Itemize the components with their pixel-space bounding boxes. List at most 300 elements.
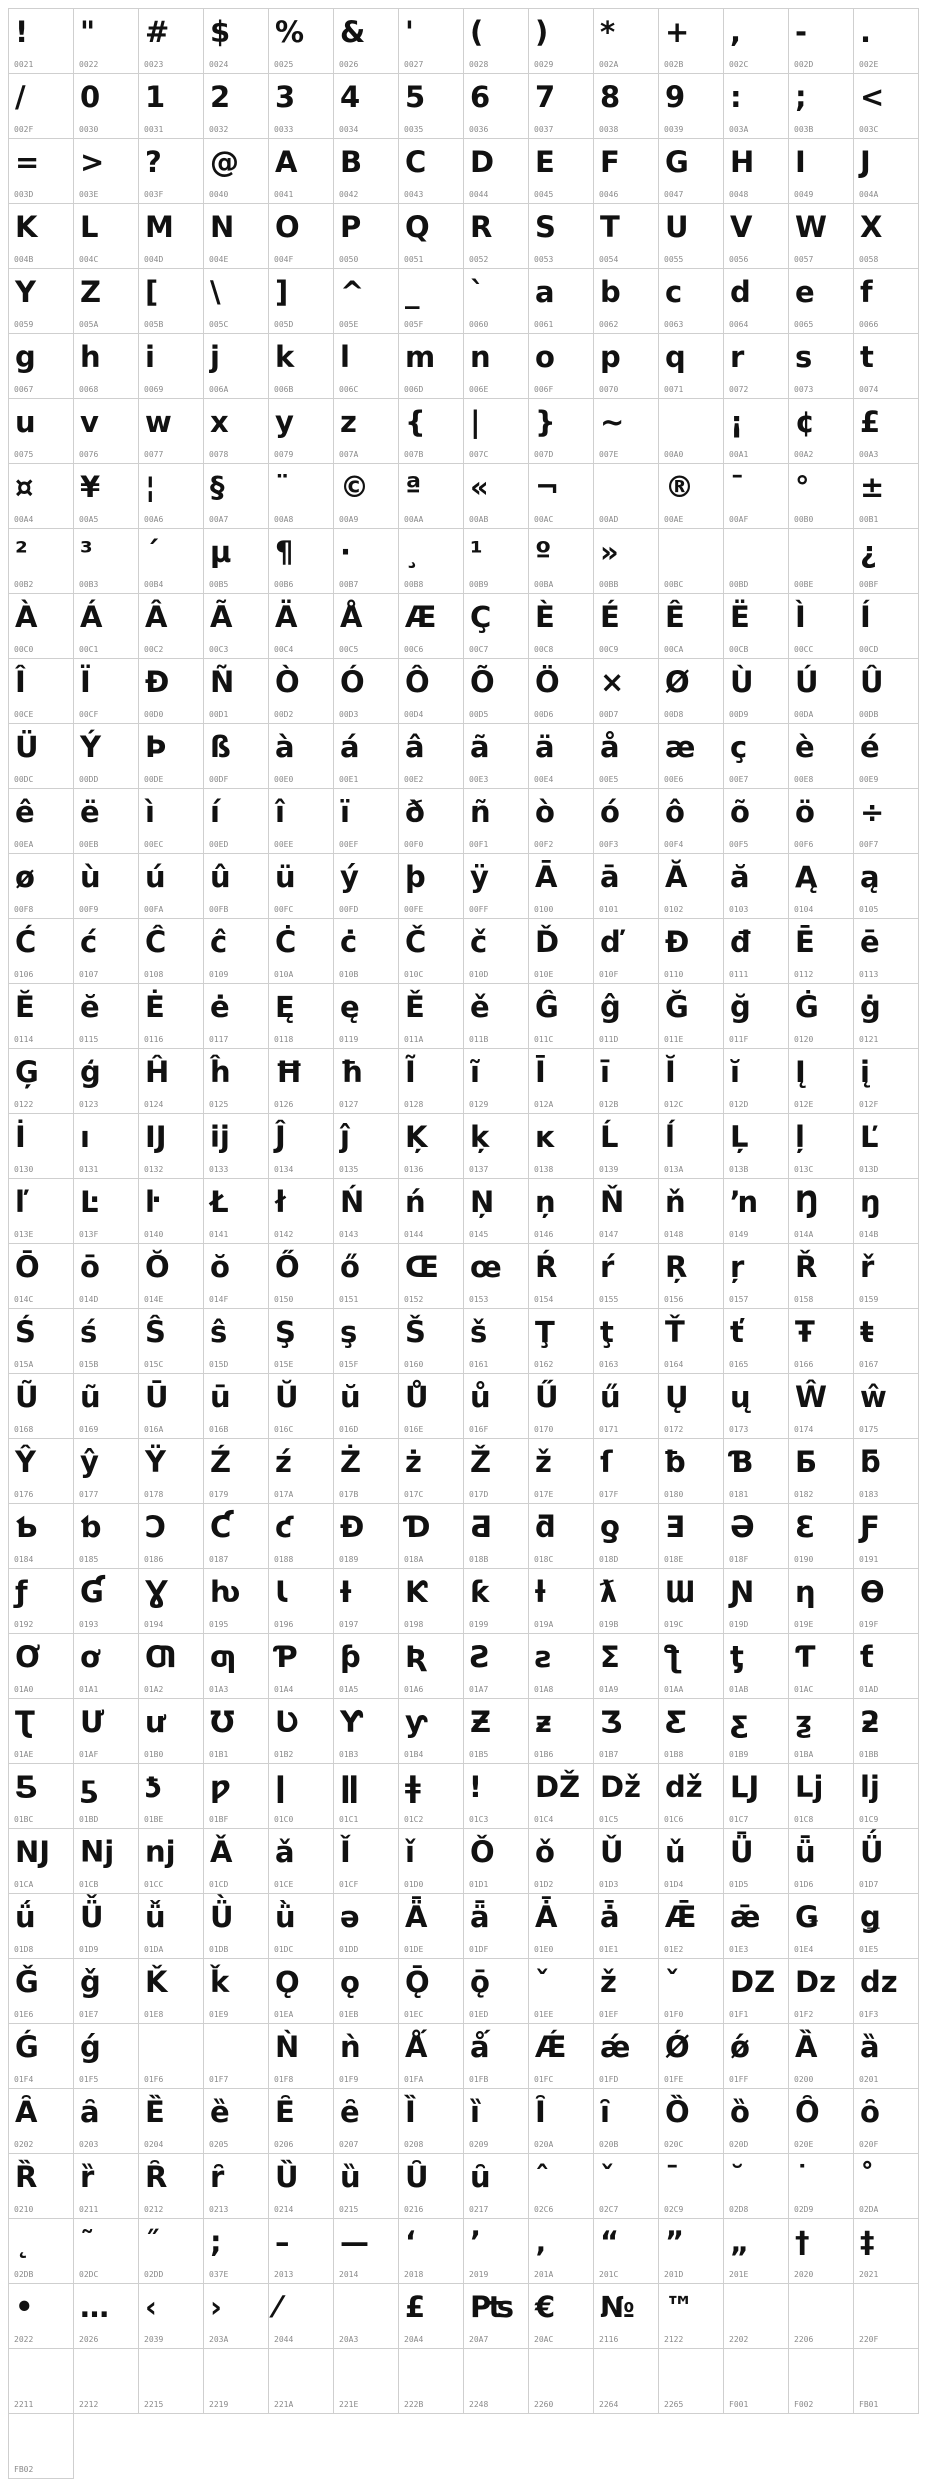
glyph-code: 01A6 (404, 1685, 424, 1694)
glyph-code: 0213 (209, 2205, 229, 2214)
glyph-code: 00F0 (404, 840, 424, 849)
glyph-code: 0117 (209, 1035, 229, 1044)
glyph-char: ƺ (795, 1705, 812, 1739)
glyph-cell (594, 399, 659, 464)
glyph-char: Ą (795, 860, 818, 894)
glyph-code: 014B (859, 1230, 879, 1239)
glyph-char: V (730, 210, 753, 244)
glyph-code: 00BE (794, 580, 814, 589)
glyph-cell (789, 1569, 854, 1634)
glyph-char: ð (405, 795, 425, 829)
glyph-code: 00CF (79, 710, 99, 719)
glyph-code: 0022 (79, 60, 99, 69)
glyph-char: ą (860, 860, 880, 894)
glyph-char: Ť (665, 1315, 685, 1349)
glyph-char: 4 (340, 80, 361, 114)
glyph-char: ā (600, 860, 620, 894)
glyph-code: 02DA (859, 2205, 879, 2214)
glyph-cell (464, 2024, 529, 2089)
glyph-code: 0051 (404, 255, 424, 264)
glyph-char: Ó (340, 665, 365, 699)
glyph-cell (204, 1179, 269, 1244)
glyph-code: 220F (859, 2335, 879, 2344)
glyph-char: ǿ (730, 2030, 750, 2064)
glyph-cell (594, 204, 659, 269)
glyph-char: Ŷ (15, 1445, 36, 1479)
glyph-cell (204, 2154, 269, 2219)
glyph-cell (139, 789, 204, 854)
glyph-char: ¸ (405, 535, 420, 569)
glyph-code: 0104 (794, 905, 814, 914)
glyph-code: 0128 (404, 1100, 424, 1109)
glyph-char: ï (340, 795, 350, 829)
glyph-code: 02DB (14, 2270, 34, 2279)
glyph-cell (399, 1309, 464, 1374)
glyph-char: ^ (340, 275, 365, 309)
glyph-char: ø (15, 860, 35, 894)
glyph-cell (269, 2024, 334, 2089)
glyph-cell (594, 1829, 659, 1894)
glyph-cell (854, 1439, 919, 1504)
glyph-code: 00D0 (144, 710, 164, 719)
glyph-cell (399, 529, 464, 594)
glyph-cell (334, 2349, 399, 2414)
glyph-code: 0055 (664, 255, 684, 264)
glyph-code: 0204 (144, 2140, 164, 2149)
glyph-char: C (405, 145, 427, 179)
glyph-code: 2212 (79, 2400, 99, 2409)
glyph-char: ĸ (535, 1120, 555, 1154)
glyph-code: 00DC (14, 775, 34, 784)
glyph-char: ǈ (795, 1770, 824, 1804)
glyph-code: 0065 (794, 320, 814, 329)
glyph-cell (269, 1049, 334, 1114)
glyph-cell (789, 659, 854, 724)
glyph-cell (74, 2219, 139, 2284)
glyph-char: ş (340, 1315, 358, 1349)
glyph-char: 5 (405, 80, 426, 114)
glyph-code: 00A3 (859, 450, 879, 459)
glyph-cell (724, 1569, 789, 1634)
glyph-cell (529, 2284, 594, 2349)
glyph-code: 00EF (339, 840, 359, 849)
glyph-code: 01AE (14, 1750, 34, 1759)
glyph-code: 0041 (274, 190, 294, 199)
glyph-char: ª (405, 470, 422, 504)
glyph-char: ȃ (80, 2095, 100, 2129)
glyph-code: 0168 (14, 1425, 34, 1434)
glyph-cell (854, 1894, 919, 1959)
glyph-cell (594, 789, 659, 854)
glyph-char: ǋ (80, 1835, 115, 1869)
glyph-cell (399, 464, 464, 529)
glyph-char: ǆ (665, 1770, 703, 1804)
glyph-char: x (210, 405, 229, 439)
glyph-cell (594, 1959, 659, 2024)
glyph-cell (529, 2349, 594, 2414)
glyph-cell (74, 2349, 139, 2414)
glyph-char: Ċ (275, 925, 297, 959)
glyph-code: 0189 (339, 1555, 359, 1564)
glyph-char: ë (80, 795, 100, 829)
glyph-char: = (15, 145, 40, 179)
glyph-char: ; (795, 80, 807, 114)
glyph-cell (9, 1179, 74, 1244)
glyph-code: 00A7 (209, 515, 229, 524)
glyph-char: Ţ (535, 1315, 555, 1349)
glyph-char: Ũ (15, 1380, 39, 1414)
glyph-char: ľ (15, 1185, 29, 1219)
glyph-code: 0186 (144, 1555, 164, 1564)
glyph-char: ȁ (860, 2030, 880, 2064)
glyph-code: 01C4 (534, 1815, 554, 1824)
glyph-code: 011A (404, 1035, 424, 1044)
glyph-cell (529, 139, 594, 204)
glyph-cell (594, 1179, 659, 1244)
glyph-cell (854, 74, 919, 139)
glyph-cell (724, 1179, 789, 1244)
glyph-cell (464, 854, 529, 919)
glyph-char: P (340, 210, 362, 244)
glyph-char: g (15, 340, 36, 374)
glyph-cell (399, 2024, 464, 2089)
glyph-char: Ɣ (145, 1575, 168, 1609)
glyph-cell (74, 984, 139, 1049)
glyph-code: 00D2 (274, 710, 294, 719)
glyph-char: ĭ (730, 1055, 740, 1089)
glyph-code: 01DB (209, 1945, 229, 1954)
glyph-cell (9, 74, 74, 139)
glyph-code: 002F (14, 125, 34, 134)
glyph-cell (334, 1764, 399, 1829)
glyph-code: 01BF (209, 1815, 229, 1824)
glyph-cell (789, 1699, 854, 1764)
glyph-code: 00DF (209, 775, 229, 784)
glyph-code: 01B1 (209, 1750, 229, 1759)
glyph-char: š (470, 1315, 488, 1349)
glyph-code: 20A4 (404, 2335, 424, 2344)
glyph-char: ú (145, 860, 166, 894)
glyph-char: ŵ (860, 1380, 887, 1414)
glyph-char: Ƨ (470, 1640, 491, 1674)
glyph-code: 0069 (144, 385, 164, 394)
glyph-char: Ï (80, 665, 91, 699)
glyph-code: 00A9 (339, 515, 359, 524)
glyph-code: 0043 (404, 190, 424, 199)
glyph-char: Ǹ (275, 2030, 300, 2064)
glyph-cell (529, 9, 594, 74)
glyph-char: Ʋ (275, 1705, 299, 1739)
glyph-char: ŧ (860, 1315, 874, 1349)
glyph-cell (74, 2284, 139, 2349)
glyph-char: ƍ (600, 1510, 620, 1544)
glyph-char: Ɓ (730, 1445, 754, 1479)
glyph-char: ¬ (535, 470, 560, 504)
glyph-cell (529, 919, 594, 984)
glyph-code: 00D5 (469, 710, 489, 719)
glyph-code: 0145 (469, 1230, 489, 1239)
glyph-cell (659, 1894, 724, 1959)
glyph-code: 010D (469, 970, 489, 979)
glyph-cell (724, 594, 789, 659)
glyph-code: 01D8 (14, 1945, 34, 1954)
glyph-char: H (730, 145, 755, 179)
glyph-char: ǝ (340, 1900, 360, 1934)
glyph-cell (594, 2349, 659, 2414)
glyph-code: 007B (404, 450, 424, 459)
glyph-char: Ǐ (340, 1835, 351, 1869)
glyph-code: 2022 (14, 2335, 34, 2344)
glyph-code: 0136 (404, 1165, 424, 1174)
glyph-char: Ǵ (15, 2030, 39, 2064)
glyph-code: 0048 (729, 190, 749, 199)
glyph-code: 00BC (664, 580, 684, 589)
glyph-code: 00E8 (794, 775, 814, 784)
glyph-cell (724, 2349, 789, 2414)
glyph-cell (9, 984, 74, 1049)
glyph-char: ƾ (145, 1770, 162, 1804)
glyph-char: Ŭ (275, 1380, 299, 1414)
glyph-cell (74, 1504, 139, 1569)
glyph-char: ď (600, 925, 621, 959)
glyph-char: ȕ (340, 2160, 361, 2194)
glyph-char: / (15, 80, 26, 114)
glyph-cell (659, 854, 724, 919)
glyph-char: ǀ (275, 1770, 286, 1804)
glyph-code: 01DF (469, 1945, 489, 1954)
glyph-char: Ǿ (665, 2030, 690, 2064)
glyph-cell (529, 1244, 594, 1309)
glyph-char: è (795, 730, 815, 764)
glyph-cell (9, 1699, 74, 1764)
glyph-cell (464, 1894, 529, 1959)
glyph-char: U (665, 210, 689, 244)
glyph-cell (9, 1374, 74, 1439)
glyph-code: 01A5 (339, 1685, 359, 1694)
glyph-cell (854, 1374, 919, 1439)
glyph-cell (464, 1244, 529, 1309)
glyph-code: 0135 (339, 1165, 359, 1174)
glyph-char: ƣ (210, 1640, 237, 1674)
glyph-cell (659, 269, 724, 334)
glyph-code: 0034 (339, 125, 359, 134)
glyph-cell (334, 2219, 399, 2284)
glyph-code: 01EE (534, 2010, 554, 2019)
glyph-cell (724, 2219, 789, 2284)
glyph-char: í (210, 795, 220, 829)
glyph-char: Ɯ (665, 1575, 696, 1609)
glyph-cell (789, 919, 854, 984)
glyph-cell (399, 2089, 464, 2154)
glyph-code: 00A8 (274, 515, 294, 524)
glyph-cell (269, 2284, 334, 2349)
glyph-char: Ę (275, 990, 295, 1024)
glyph-cell (399, 1049, 464, 1114)
glyph-cell (659, 1569, 724, 1634)
glyph-cell (204, 1374, 269, 1439)
glyph-cell (594, 1049, 659, 1114)
glyph-code: 01BC (14, 1815, 34, 1824)
glyph-char: İ (15, 1120, 26, 1154)
glyph-char: F (600, 145, 620, 179)
glyph-char: › (210, 2290, 222, 2324)
glyph-char: ȉ (470, 2095, 480, 2129)
glyph-cell (139, 1699, 204, 1764)
glyph-code: 005B (144, 320, 164, 329)
glyph-char: ¿ (860, 535, 877, 569)
glyph-char: ˚ (860, 2160, 875, 2194)
glyph-code: 01FC (534, 2075, 554, 2084)
glyph-char: Ÿ (145, 1445, 166, 1479)
glyph-code: 01D2 (534, 1880, 554, 1889)
glyph-char: ý (340, 860, 359, 894)
glyph-cell (399, 1894, 464, 1959)
glyph-char: a (535, 275, 555, 309)
glyph-cell (464, 1309, 529, 1374)
glyph-code: 01E2 (664, 1945, 684, 1954)
glyph-cell (269, 2154, 334, 2219)
glyph-code: 01B3 (339, 1750, 359, 1759)
glyph-char: Ɨ (340, 1575, 352, 1609)
glyph-code: 0046 (599, 190, 619, 199)
glyph-char: l (340, 340, 350, 374)
glyph-cell (789, 984, 854, 1049)
glyph-char: Ł (210, 1185, 229, 1219)
glyph-code: 011B (469, 1035, 489, 1044)
glyph-char: ĩ (470, 1055, 480, 1089)
glyph-char: ö (795, 795, 815, 829)
glyph-char: ¯ (730, 470, 745, 504)
glyph-code: 0173 (729, 1425, 749, 1434)
glyph-code: 015D (209, 1360, 229, 1369)
glyph-char: · (340, 535, 352, 569)
glyph-char: ƃ (860, 1445, 881, 1479)
glyph-char: Ś (15, 1315, 36, 1349)
glyph-code: 0133 (209, 1165, 229, 1174)
glyph-char: z (340, 405, 357, 439)
glyph-char: Ī (535, 1055, 546, 1089)
glyph-cell (529, 204, 594, 269)
glyph-code: 203A (209, 2335, 229, 2344)
glyph-cell (334, 1829, 399, 1894)
glyph-char: o (535, 340, 555, 374)
glyph-code: 01EC (404, 2010, 424, 2019)
glyph-cell (724, 1504, 789, 1569)
glyph-char: Û (860, 665, 884, 699)
glyph-code: 2026 (79, 2335, 99, 2344)
glyph-code: 0192 (14, 1620, 34, 1629)
glyph-char: > (80, 145, 105, 179)
glyph-cell (269, 1829, 334, 1894)
glyph-code: 01F1 (729, 2010, 749, 2019)
glyph-code: 0114 (14, 1035, 34, 1044)
glyph-cell (399, 1634, 464, 1699)
glyph-code: 00FC (274, 905, 294, 914)
glyph-char: Ē (795, 925, 815, 959)
glyph-char: Ȗ (405, 2160, 429, 2194)
glyph-code: 01E7 (79, 2010, 99, 2019)
glyph-cell (269, 1894, 334, 1959)
glyph-code: 0070 (599, 385, 619, 394)
glyph-cell (789, 1634, 854, 1699)
glyph-code: 01A8 (534, 1685, 554, 1694)
glyph-code: 00FE (404, 905, 424, 914)
glyph-code: 01B7 (599, 1750, 619, 1759)
glyph-code: 0021 (14, 60, 34, 69)
glyph-cell (659, 1114, 724, 1179)
glyph-cell (74, 139, 139, 204)
glyph-char: ˉ (665, 2160, 680, 2194)
glyph-cell (9, 529, 74, 594)
glyph-char: n (470, 340, 491, 374)
glyph-char: r (730, 340, 745, 374)
glyph-cell (724, 2024, 789, 2089)
glyph-code: 005A (79, 320, 99, 329)
glyph-code: 00CE (14, 710, 34, 719)
glyph-cell (74, 529, 139, 594)
glyph-code: 0067 (14, 385, 34, 394)
glyph-cell (659, 1829, 724, 1894)
glyph-char: $ (210, 15, 231, 49)
glyph-code: 0102 (664, 905, 684, 914)
glyph-cell (9, 1049, 74, 1114)
glyph-code: 0190 (794, 1555, 814, 1564)
glyph-code: 00F7 (859, 840, 879, 849)
glyph-cell (9, 2349, 74, 2414)
glyph-char: ġ (860, 990, 881, 1024)
glyph-cell (789, 1049, 854, 1114)
glyph-char: Ƙ (405, 1575, 428, 1609)
glyph-char: Ĥ (145, 1055, 170, 1089)
glyph-cell (854, 2089, 919, 2154)
glyph-cell (334, 1049, 399, 1114)
glyph-cell (139, 1569, 204, 1634)
glyph-code: 0057 (794, 255, 814, 264)
glyph-cell (529, 1894, 594, 1959)
glyph-code: 00D8 (664, 710, 684, 719)
glyph-cell (204, 1764, 269, 1829)
glyph-code: 00E1 (339, 775, 359, 784)
glyph-cell (854, 204, 919, 269)
glyph-code: 0047 (664, 190, 684, 199)
glyph-char: Į (795, 1055, 806, 1089)
glyph-char: ȏ (860, 2095, 880, 2129)
glyph-char: á (340, 730, 360, 764)
glyph-char: ƽ (80, 1770, 99, 1804)
glyph-cell (334, 139, 399, 204)
glyph-char: È (535, 600, 555, 634)
glyph-code: 01CB (79, 1880, 99, 1889)
glyph-code: 0183 (859, 1490, 879, 1499)
glyph-code: 0185 (79, 1555, 99, 1564)
glyph-char: N (210, 210, 235, 244)
glyph-char: ǹ (340, 2030, 361, 2064)
glyph-code: 00B0 (794, 515, 814, 524)
glyph-char: Dz (795, 1965, 836, 1999)
glyph-cell (789, 1894, 854, 1959)
glyph-cell (529, 1439, 594, 1504)
glyph-char: Ɗ (405, 1510, 431, 1544)
glyph-code: 0210 (14, 2205, 34, 2214)
glyph-char: ƴ (405, 1705, 428, 1739)
glyph-code: 0127 (339, 1100, 359, 1109)
glyph-char: ŀ (145, 1185, 162, 1219)
glyph-char: ŷ (80, 1445, 99, 1479)
glyph-char: d (730, 275, 751, 309)
glyph-code: 013D (859, 1165, 879, 1174)
glyph-char: ´ (145, 535, 160, 569)
glyph-char: Ź (210, 1445, 232, 1479)
